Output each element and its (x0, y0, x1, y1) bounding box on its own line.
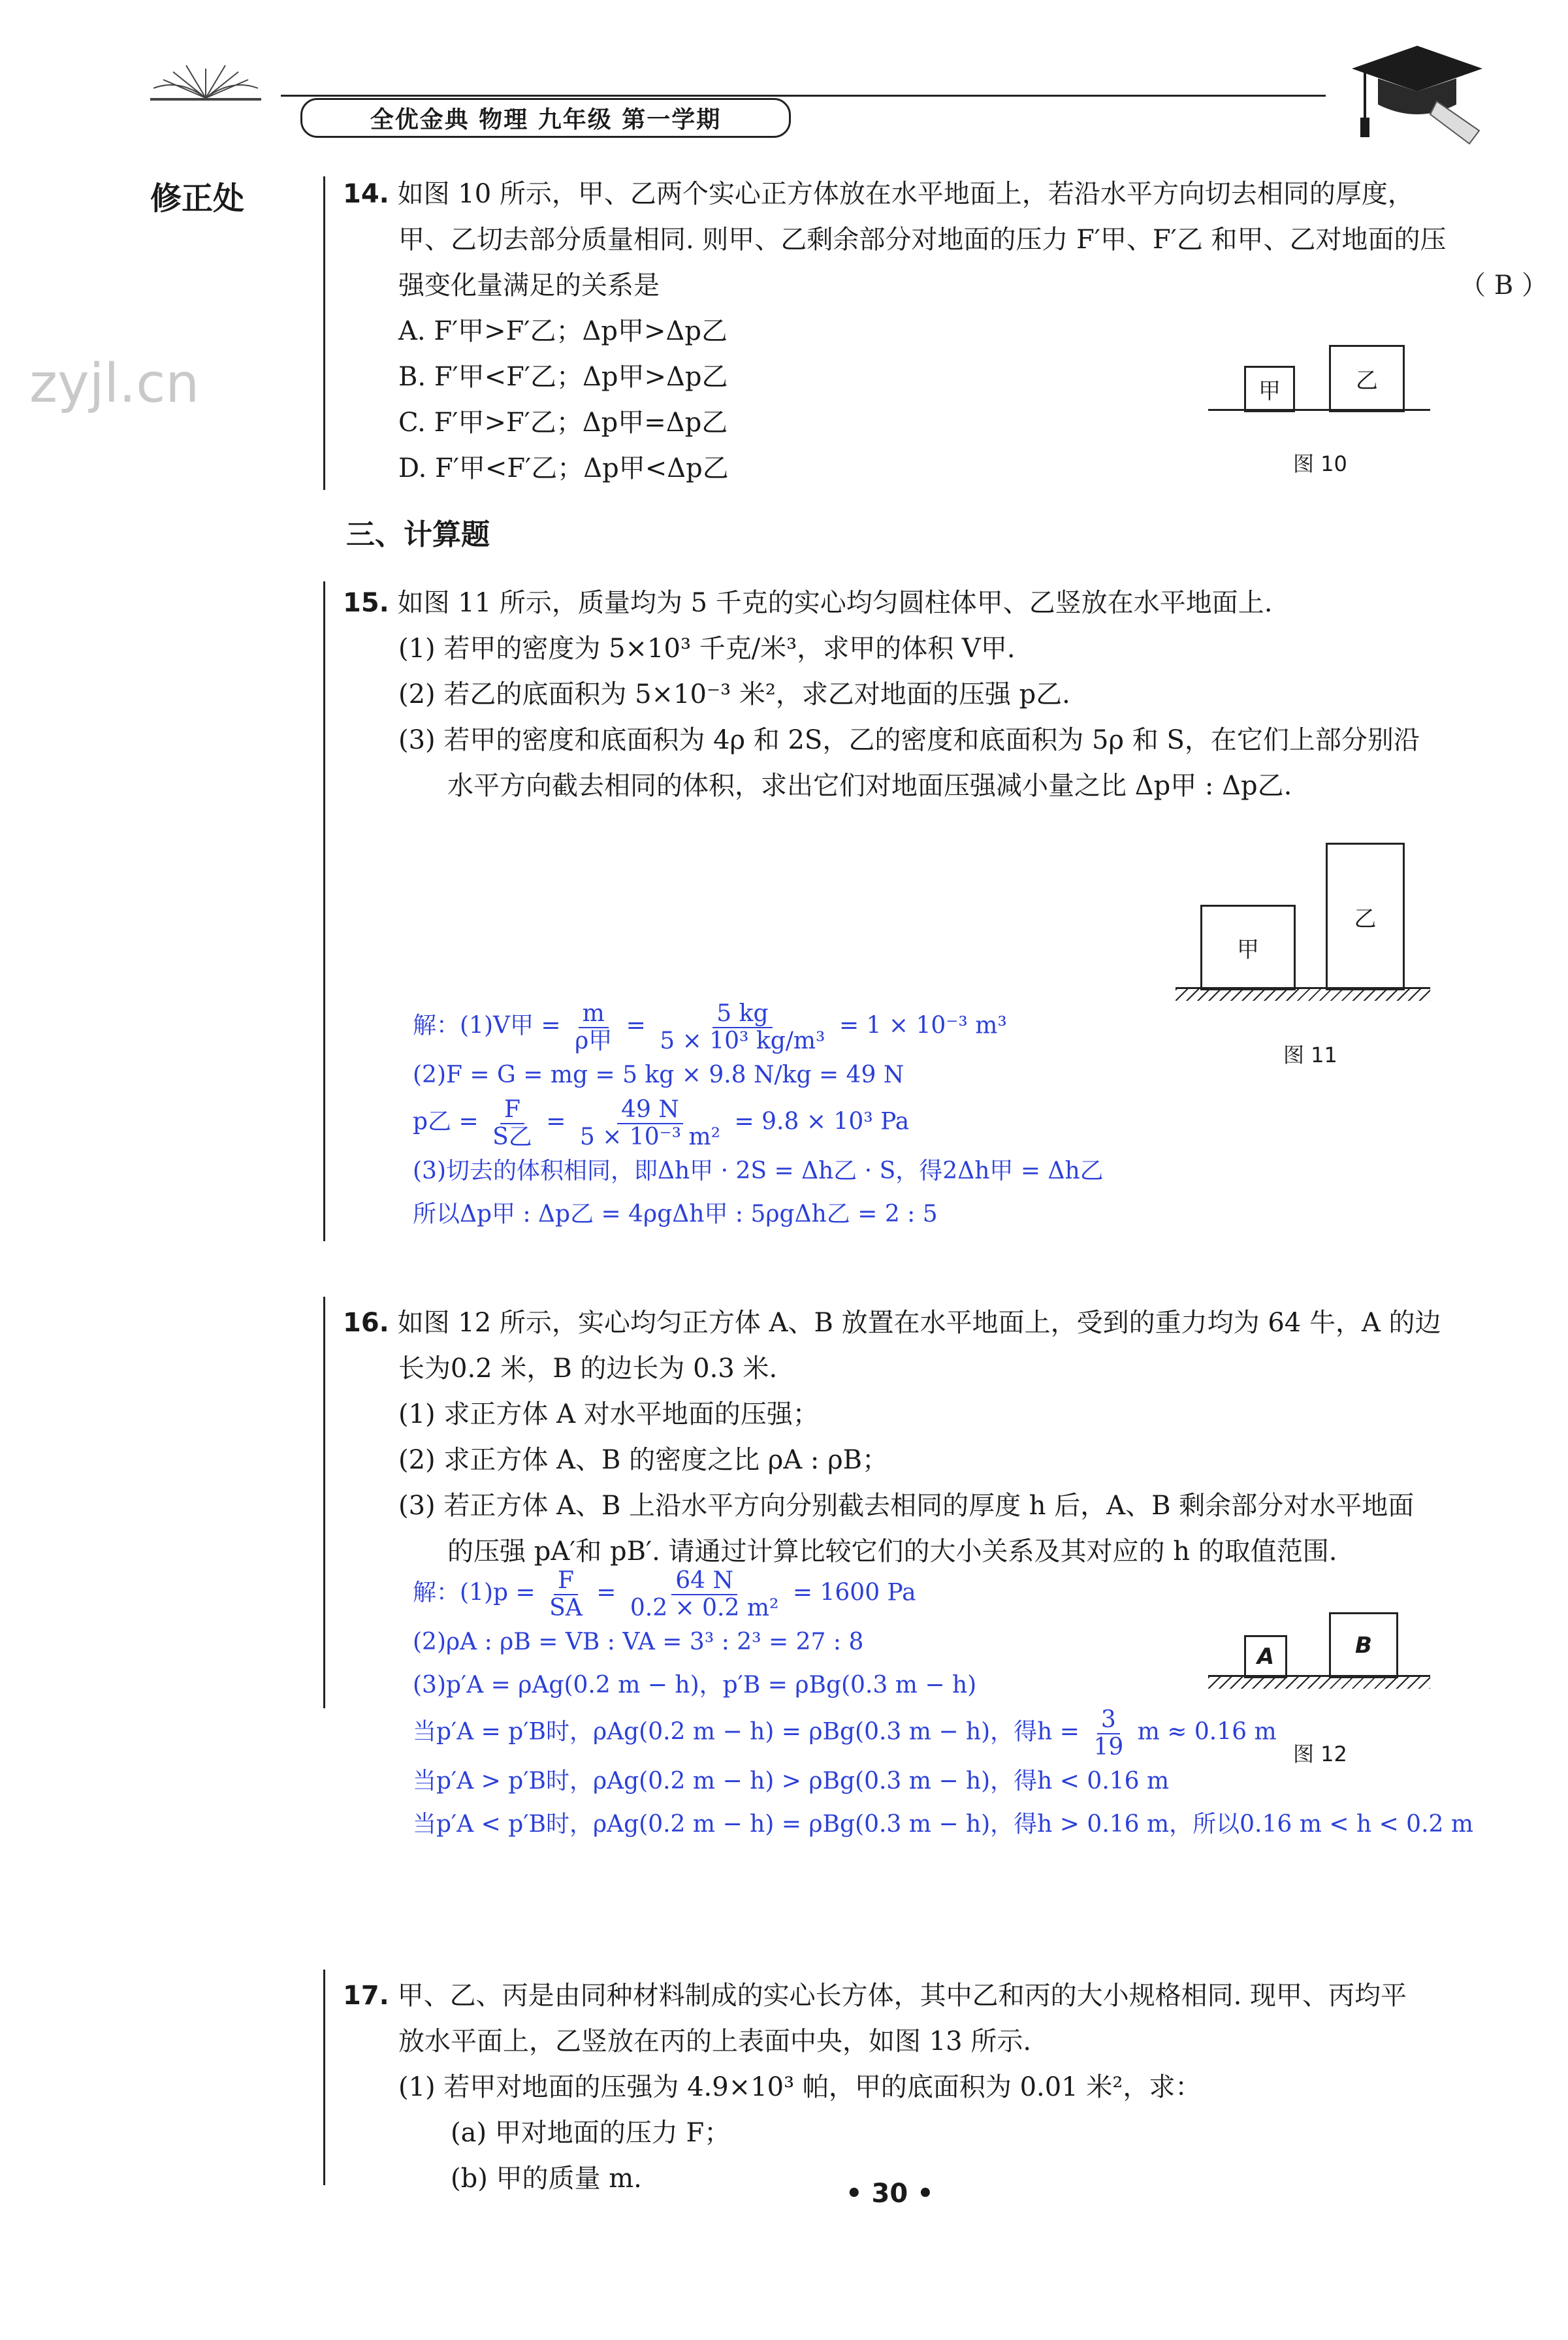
book-logo-icon (147, 52, 264, 105)
question-16 (343, 1300, 1551, 1574)
solution-15: 解：(1)V甲 = $\frac{m}{\text{ρ甲}}$ = $\frac{5 kg}{\text{5 × 10³ kg/m³}}$ = 1 × 10⁻³ m³ (2)F = G = mg = 5 kg × 9.8 N/kg = 49 N p乙 = $\frac{F}{\text{S乙}}$ = $\frac{49 N}{\text{5 × 10⁻³ m²}}$ = 9.8 × 10³ Pa (3)切去的体积相同，即Δh甲 · 2S = Δh乙 · S，得2Δh甲 = Δh乙 所以Δp甲 : Δp乙 = 4ρgΔh甲 : 5ρgΔh乙 = 2 : 5 (413, 1001, 1104, 1236)
margin-rule-4 (323, 1970, 325, 2185)
question-17 (343, 1973, 1551, 2202)
denominator: 0.2 × 0.2 m² (630, 1594, 779, 1621)
question-text: 长为0.2 米，B 的边长为 0.3 米. (398, 1354, 778, 1384)
question-number: 15. (343, 588, 389, 618)
figure-10-block-yi: 乙 (1329, 345, 1405, 412)
section-heading: 三、计算题 (346, 518, 490, 551)
option-d: D. F′甲<F′乙；Δp甲<Δp乙 (398, 453, 729, 483)
fraction (626, 1568, 783, 1621)
denominator: S乙 (492, 1123, 532, 1150)
question-part-2: (2) 若乙的底面积为 5×10⁻³ 米²，求乙对地面的压强 p乙. (398, 679, 1070, 709)
figure-10-block-jia: 甲 (1244, 366, 1295, 412)
question-text: 如图 11 所示，质量均为 5 千克的实心均匀圆柱体甲、乙竖放在水平地面上. (397, 588, 1273, 618)
figure-12-caption: 图 12 (1293, 1742, 1347, 1766)
solution-text: (2)F = G = mg = 5 kg × 9.8 N/kg = 49 N (413, 1062, 904, 1089)
question-text: 甲、乙切去部分质量相同. 则甲、乙剩余部分对地面的压力 F′甲、F′乙 和甲、乙对地面的压 (398, 225, 1447, 255)
numerator: 49 N (617, 1097, 683, 1124)
question-part-3: (3) 若甲的密度和底面积为 4ρ 和 2S，乙的密度和底面积为 5ρ 和 S，在它们上部分别沿 (398, 725, 1420, 755)
question-part-a: (a) 甲对地面的压力 F； (451, 2118, 731, 2148)
correction-column-label: 修正处 (150, 180, 245, 217)
numerator: F (500, 1097, 524, 1124)
fraction (545, 1568, 586, 1621)
question-text: 如图 10 所示，甲、乙两个实心正方体放在水平地面上，若沿水平方向切去相同的厚度， (397, 179, 1414, 209)
question-text: 放水平面上，乙竖放在丙的上表面中央，如图 13 所示. (398, 2026, 1032, 2056)
question-part-3-cont: 的压强 pA′和 pB′. 请通过计算比较它们的大小关系及其对应的 h 的取值范围. (447, 1536, 1337, 1567)
denominator: 5 × 10⁻³ m² (579, 1123, 721, 1150)
figure-11-block-jia: 甲 (1200, 905, 1296, 990)
denominator: 5 × 10³ kg/m³ (660, 1027, 825, 1054)
question-part-3-cont: 水平方向截去相同的体积，求出它们对地面压强减小量之比 Δp甲 : Δp乙. (447, 771, 1292, 801)
answer-choice: （ B ） (1460, 270, 1548, 301)
margin-rule-2 (323, 581, 325, 1241)
header-rule (281, 95, 1326, 97)
solution-text: = 1 × 10⁻³ m³ (839, 1012, 1007, 1039)
question-part-3: (3) 若正方体 A、B 上沿水平方向分别截去相同的厚度 h 后，A、B 剩余部分对水平地面 (398, 1491, 1415, 1521)
question-14 (343, 171, 1551, 491)
question-number: 14. (343, 179, 389, 209)
fraction (571, 1001, 616, 1054)
numerator: F (554, 1568, 578, 1595)
question-number: 16. (343, 1308, 389, 1338)
solution-text: 当p′A < p′B时，ρAg(0.2 m − h) = ρBg(0.3 m − h)，得h > 0.16 m，所以0.16 m < h < 0.2 m (413, 1811, 1474, 1838)
figure-10-caption: 图 10 (1293, 451, 1347, 476)
figure-11-block-yi: 乙 (1326, 843, 1405, 990)
solution-text: m ≈ 0.16 m (1137, 1718, 1277, 1746)
fraction (1089, 1707, 1127, 1760)
solution-text: p乙 = (413, 1108, 479, 1135)
solution-text: (3)切去的体积相同，即Δh甲 · 2S = Δh乙 · S，得2Δh甲 = Δh乙 (413, 1158, 1104, 1185)
margin-rule-1 (323, 176, 325, 490)
solution-text: = 9.8 × 10³ Pa (734, 1108, 910, 1135)
solution-text: 所以Δp甲 : Δp乙 = 4ρgΔh甲 : 5ρgΔh乙 = 2 : 5 (413, 1201, 938, 1228)
figure-12-block-b: B (1329, 1612, 1398, 1678)
figure-12-block-a: A (1244, 1635, 1287, 1678)
solution-text: 当p′A > p′B时，ρAg(0.2 m − h) > ρBg(0.3 m − h)，得h < 0.16 m (413, 1768, 1170, 1795)
watermark: zyjl.cn (29, 353, 200, 415)
question-part-b: (b) 甲的质量 m. (451, 2164, 642, 2194)
solution-text: 解：(1)p = (413, 1579, 536, 1606)
question-part-2: (2) 求正方体 A、B 的密度之比 ρA : ρB； (398, 1445, 889, 1475)
fraction (488, 1097, 536, 1150)
solution-text: (2)ρA : ρB = VB : VA = 3³ : 2³ = 27 : 8 (413, 1629, 864, 1656)
numerator: 3 (1097, 1707, 1120, 1734)
option-c: C. F′甲>F′乙；Δp甲=Δp乙 (398, 408, 728, 438)
solution-text: (3)p′A = ρAg(0.2 m − h)，p′B = ρBg(0.3 m − h) (413, 1672, 977, 1699)
fraction (576, 1097, 724, 1150)
margin-rule-3 (323, 1297, 325, 1708)
denominator: 19 (1093, 1733, 1124, 1761)
page-number: • 30 • (846, 2179, 934, 2209)
question-text: 甲、乙、丙是由同种材料制成的实心长方体，其中乙和丙的大小规格相同. 现甲、丙均平 (397, 1981, 1407, 2011)
figure-11-ground-hatch (1176, 989, 1430, 1001)
option-a: A. F′甲>F′乙；Δp甲>Δp乙 (398, 316, 728, 346)
fraction (656, 1001, 829, 1054)
numerator: 64 N (671, 1568, 737, 1595)
denominator: ρ甲 (575, 1027, 613, 1054)
question-15 (343, 580, 1551, 809)
question-part-1: (1) 若甲的密度为 5×10³ 千克/米³，求甲的体积 V甲. (398, 634, 1016, 664)
graduation-cap-icon (1339, 39, 1489, 150)
solution-text: = 1600 Pa (792, 1579, 916, 1606)
numerator: 5 kg (712, 1001, 772, 1028)
question-number: 17. (343, 1981, 389, 2011)
figure-10-ground (1208, 409, 1430, 411)
question-part-1: (1) 若甲对地面的压强为 4.9×10³ 帕，甲的底面积为 0.01 米²，求： (398, 2072, 1202, 2102)
solution-text: 当p′A = p′B时，ρAg(0.2 m − h) = ρBg(0.3 m − h)，得h = (413, 1718, 1080, 1746)
header-series-tag: 全优金典 物理 九年级 第一学期 (300, 98, 791, 138)
solution-text: 解：(1)V甲 = (413, 1012, 561, 1039)
numerator: m (579, 1001, 609, 1028)
solution-16: 解：(1)p = $\frac{F}{SA}$ = $\frac{64 N}{\text{0.2 × 0.2 m²}}$ = 1600 Pa (2)ρA : ρB = VB : VA = 3³ : 2³ = 27 : 8 (3)p′A = ρAg(0.2 m − h)，p′B = ρBg(0.3 m − h) 当p′A = p′B时，ρAg(0.2 m − h) = ρBg(0.3 m − h)，得h = $\frac{3}{19}$ m ≈ 0.16 m 当p′A > p′B时，ρAg(0.2 m − h) > ρBg(0.3 m − h)，得h < 0.16 m 当p′A < p′B时，ρAg(0.2 m − h) = ρBg(0.3 m − h)，得h > 0.16 m，所以0.16 m < h < 0.2 m (413, 1568, 1473, 1846)
option-b: B. F′甲<F′乙；Δp甲>Δp乙 (398, 362, 728, 392)
question-text: 强变化量满足的关系是 (398, 270, 660, 301)
denominator: SA (549, 1594, 583, 1621)
question-text: 如图 12 所示，实心均匀正方体 A、B 放置在水平地面上，受到的重力均为 64 牛，A 的边 (397, 1308, 1441, 1338)
question-part-1: (1) 求正方体 A 对水平地面的压强； (398, 1399, 819, 1429)
figure-11-caption: 图 11 (1283, 1043, 1337, 1067)
